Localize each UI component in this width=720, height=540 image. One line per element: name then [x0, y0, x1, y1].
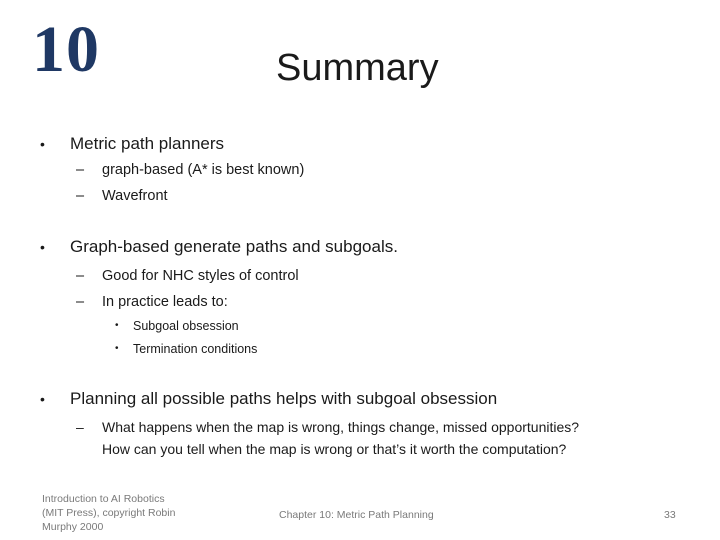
slide-title: Summary [276, 47, 439, 89]
bullet-marker: • [115, 320, 119, 331]
bullet-text: Metric path planners [70, 134, 225, 153]
bullet-text: Graph-based generate paths and subgoals. [70, 237, 398, 256]
sub-bullet-text: Wavefront [102, 188, 168, 204]
footer-copyright-line: Introduction to AI Robotics [42, 493, 165, 505]
sub-sub-bullet-text: Subgoal obsession [133, 319, 239, 333]
footer-chapter: Chapter 10: Metric Path Planning [279, 509, 434, 521]
dash-marker: – [76, 294, 85, 310]
sub-bullet-text-line: What happens when the map is wrong, things change, missed opportunities? [102, 419, 580, 435]
bullet-text: Planning all possible paths helps with subgoal obsession [70, 389, 498, 408]
sub-bullet-text-line: How can you tell when the map is wrong or that’s it worth the computation? [102, 441, 567, 457]
bullet-marker: • [40, 136, 45, 152]
dash-marker: – [76, 188, 85, 204]
dash-marker: – [76, 162, 85, 178]
footer-copyright [42, 492, 202, 534]
chapter-number: 10 [32, 13, 100, 86]
sub-bullet-text: In practice leads to: [102, 294, 228, 310]
bullet-marker: • [40, 239, 45, 255]
dash-marker: – [76, 419, 84, 435]
sub-sub-bullet-text: Termination conditions [133, 342, 258, 356]
footer-copyright-line: Murphy 2000 [42, 521, 104, 533]
bullet-marker: • [40, 391, 45, 407]
page-number: 33 [664, 509, 676, 521]
dash-marker: – [76, 268, 85, 284]
footer-copyright-line: (MIT Press), copyright Robin [42, 507, 176, 519]
bullet-marker: • [115, 343, 119, 354]
sub-bullet-text: graph-based (A* is best known) [102, 162, 305, 178]
sub-bullet-text: Good for NHC styles of control [102, 268, 299, 284]
